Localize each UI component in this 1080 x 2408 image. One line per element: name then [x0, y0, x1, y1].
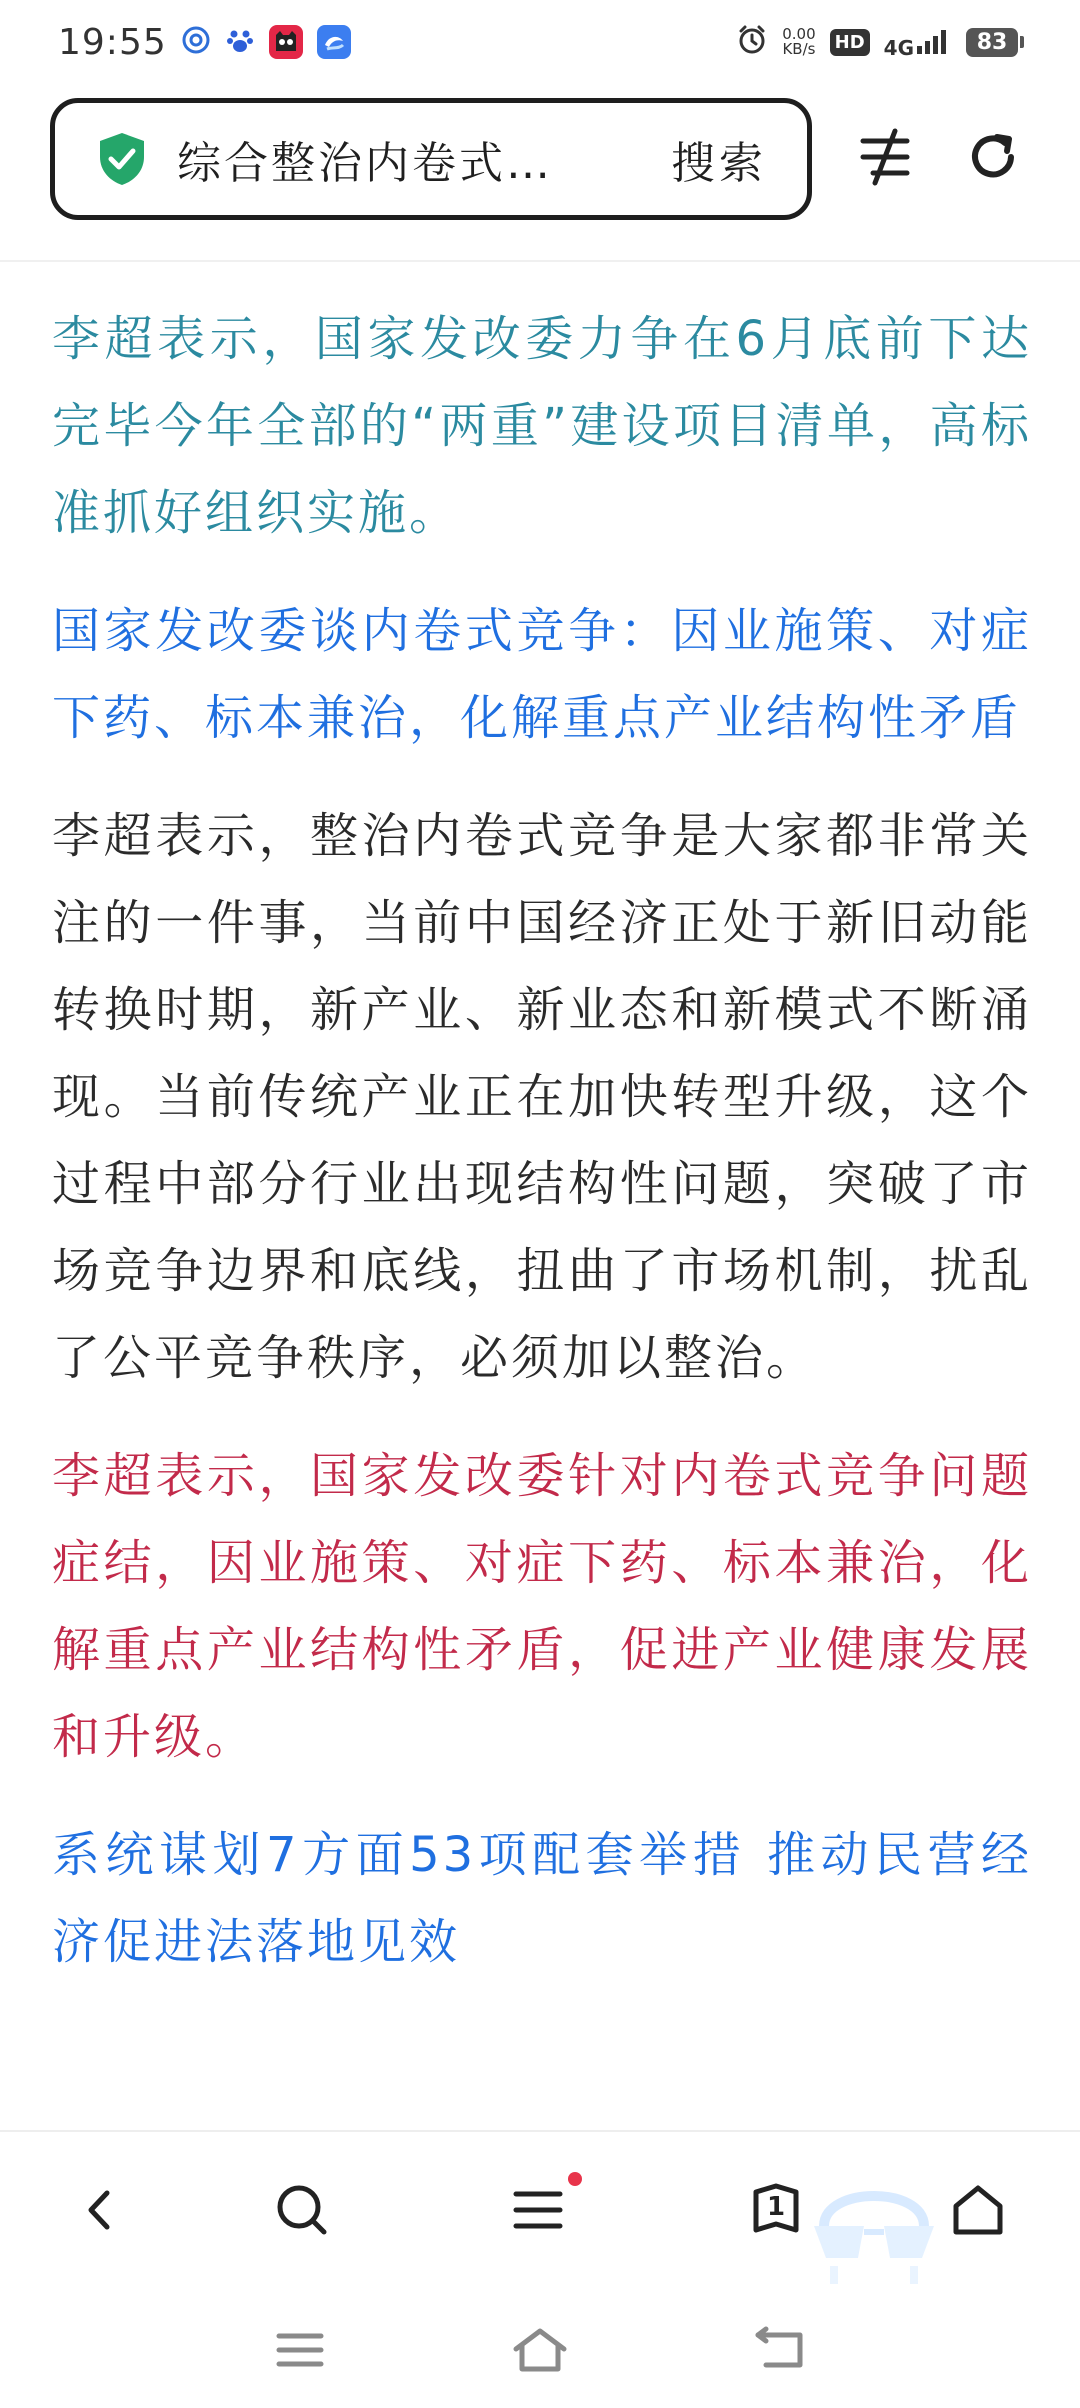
signal-bars-icon	[916, 28, 952, 56]
battery-tip	[1020, 36, 1024, 48]
search-query[interactable]: 综合整治内卷式…	[177, 138, 553, 189]
search-icon	[272, 2180, 332, 2240]
swirl-app-icon	[317, 25, 351, 59]
menu-button[interactable]	[498, 2170, 578, 2250]
net-speed-unit: KB/s	[782, 40, 816, 58]
back-button[interactable]	[60, 2170, 140, 2250]
home-outline-icon	[510, 2325, 570, 2375]
net-speed-value: 0.00	[782, 25, 816, 43]
reader-mode-button[interactable]	[850, 122, 920, 192]
baidu-paw-icon	[225, 25, 255, 59]
tab-count: 1	[766, 2192, 786, 2222]
alarm-icon	[736, 24, 768, 60]
system-back-button[interactable]	[750, 2320, 810, 2380]
security-shield-icon	[97, 131, 147, 187]
status-bar	[0, 0, 1080, 84]
paragraph-involution-detail: 李超表示，整治内卷式竞争是大家都非常关注的一件事，当前中国经济正处于新旧动能转换时期，新产业、新业态和新模式不断涌现。当前传统产业正在加快转型升级，这个过程中部分行业出现结构性问题，突破了市场竞争边界和底线，扭曲了市场机制，扰乱了公平竞争秩序，必须加以整治。	[52, 808, 1032, 1386]
paragraph-lianzhong-list: 李超表示，国家发改委力争在6月底前下达完毕今年全部的“两重”建设项目清单，高标准抓好组织实施。	[52, 311, 1032, 541]
text-strike-icon	[855, 127, 915, 187]
search-nav-button[interactable]	[262, 2170, 342, 2250]
signal-indicator	[883, 28, 952, 60]
home-button[interactable]	[938, 2170, 1018, 2250]
refresh-button[interactable]	[958, 122, 1028, 192]
hd-link-icon	[181, 25, 211, 59]
system-home-button[interactable]	[510, 2320, 570, 2380]
net-speed	[782, 27, 815, 57]
search-button[interactable]: 搜索	[671, 138, 767, 189]
status-left	[58, 22, 351, 63]
floating-mascot-icon[interactable]	[804, 2166, 944, 2286]
home-icon	[948, 2180, 1008, 2240]
notification-dot	[568, 2172, 582, 2186]
article-link-involution[interactable]: 国家发改委谈内卷式竞争：因业施策、对症下药、标本兼治，化解重点产业结构性矛盾	[52, 603, 1032, 746]
search-box[interactable]	[50, 98, 812, 220]
net-type: 4G	[883, 36, 914, 60]
back-arrow-icon	[75, 2185, 125, 2235]
status-right	[736, 24, 1024, 60]
article-link-private-economy[interactable]: 系统谋划7方面53项配套举措 推动民营经济促进法落地见效	[52, 1827, 1032, 1970]
recents-lines-icon	[275, 2330, 325, 2370]
system-nav-bar	[0, 2290, 1080, 2408]
status-time: 19:55	[58, 21, 167, 63]
paragraph-involution-measures: 李超表示，国家发改委针对内卷式竞争问题症结，因业施策、对症下药、标本兼治，化解重点产业结构性矛盾，促进产业健康发展和升级。	[52, 1448, 1032, 1765]
battery-level: 83	[966, 28, 1018, 57]
tmall-cat-icon	[269, 25, 303, 59]
return-arrow-icon	[752, 2325, 808, 2375]
article-content	[52, 296, 1032, 1986]
hd-badge: HD	[830, 29, 870, 56]
refresh-icon	[963, 127, 1023, 187]
menu-icon	[508, 2180, 568, 2240]
browser-toolbar	[0, 84, 1080, 262]
battery-indicator	[966, 28, 1024, 57]
system-recents-button[interactable]	[270, 2320, 330, 2380]
